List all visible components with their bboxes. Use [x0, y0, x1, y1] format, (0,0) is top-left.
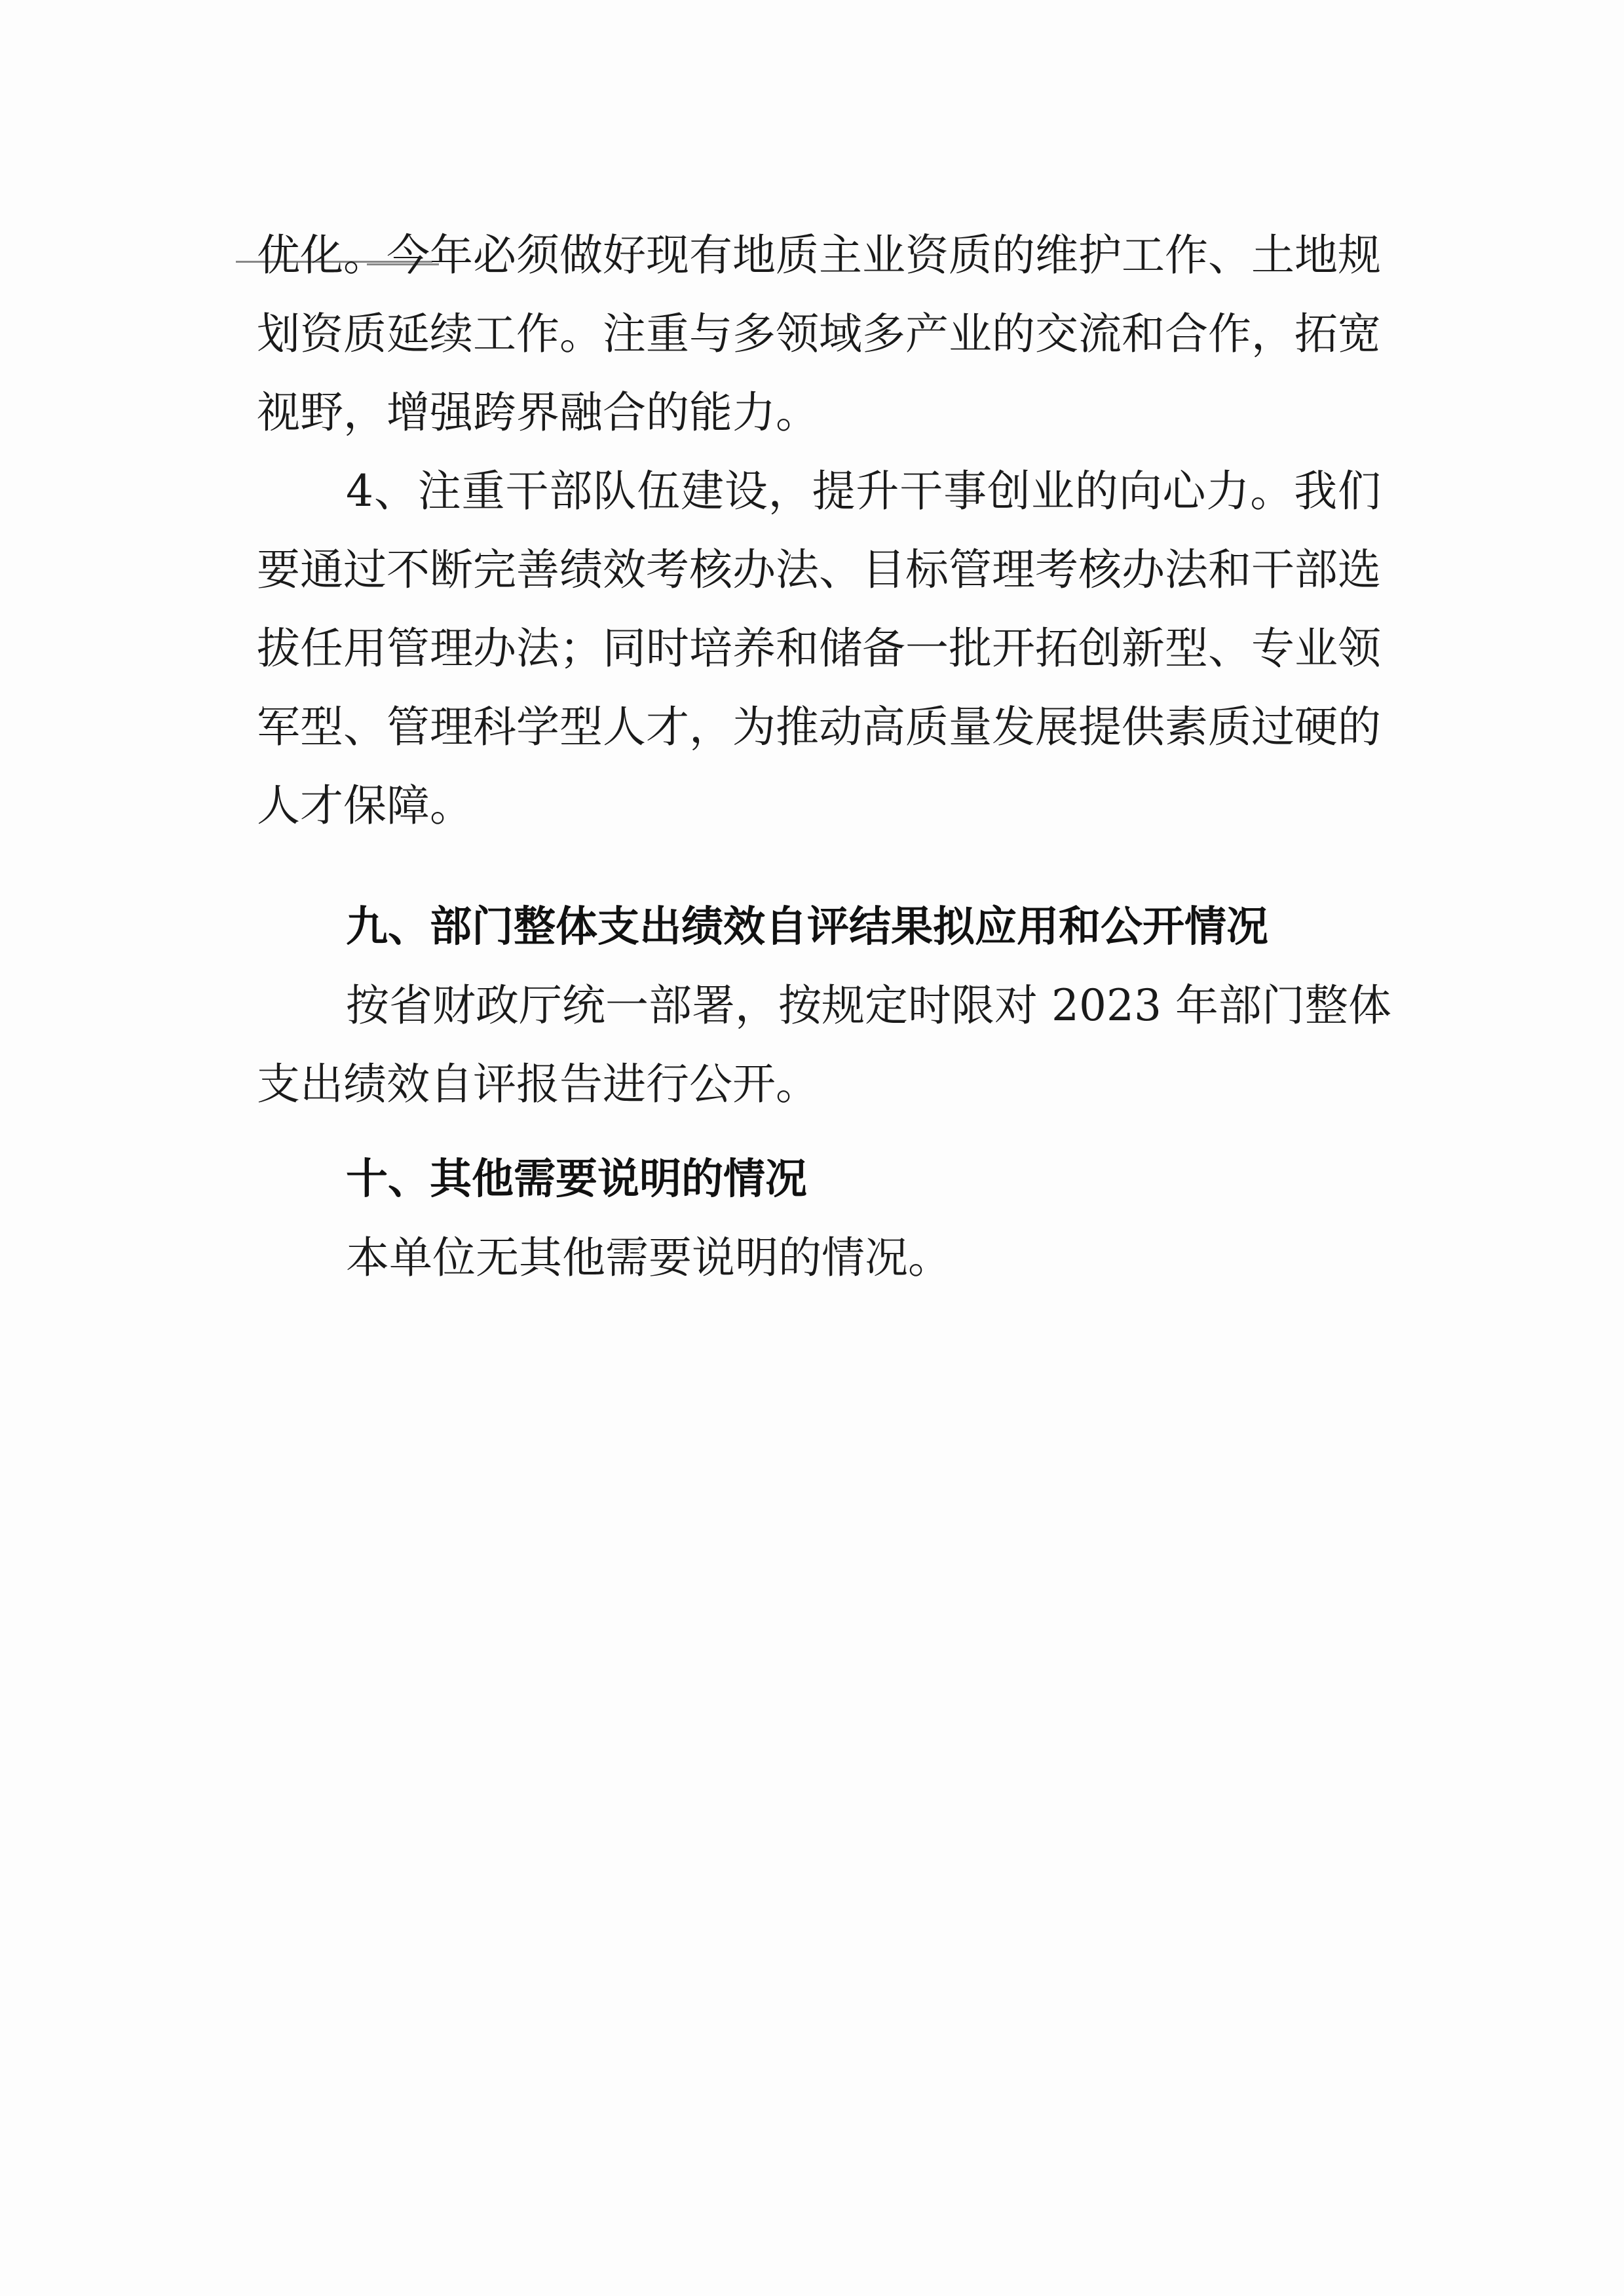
paragraph-line: 4、注重干部队伍建设，提升干事创业的向心力。我们: [346, 466, 1381, 516]
paragraph-line: 要通过不断完善绩效考核办法、目标管理考核办法和干部选: [257, 545, 1381, 595]
paragraph-line: 按省财政厅统一部署，按规定时限对 2023 年部门整体: [346, 980, 1391, 1031]
paragraph-line: 拔任用管理办法；同时培养和储备一批开拓创新型、专业领: [257, 623, 1381, 674]
paragraph-line: 军型、管理科学型人才，为推动高质量发展提供素质过硬的: [257, 702, 1381, 752]
paragraph-line: 优化。今年必须做好现有地质主业资质的维护工作、土地规: [257, 230, 1381, 280]
section-heading: 十、其他需要说明的情况: [346, 1155, 807, 1204]
paragraph-line: 支出绩效自评报告进行公开。: [257, 1059, 819, 1109]
paragraph-line: 划资质延续工作。注重与多领域多产业的交流和合作，拓宽: [257, 309, 1381, 359]
paragraph-line: 视野，增强跨界融合的能力。: [257, 387, 819, 438]
paragraph-line: 本单位无其他需要说明的情况。: [346, 1233, 951, 1283]
paragraph-line: 人才保障。: [257, 780, 473, 831]
section-heading: 九、部门整体支出绩效自评结果拟应用和公开情况: [346, 903, 1268, 951]
